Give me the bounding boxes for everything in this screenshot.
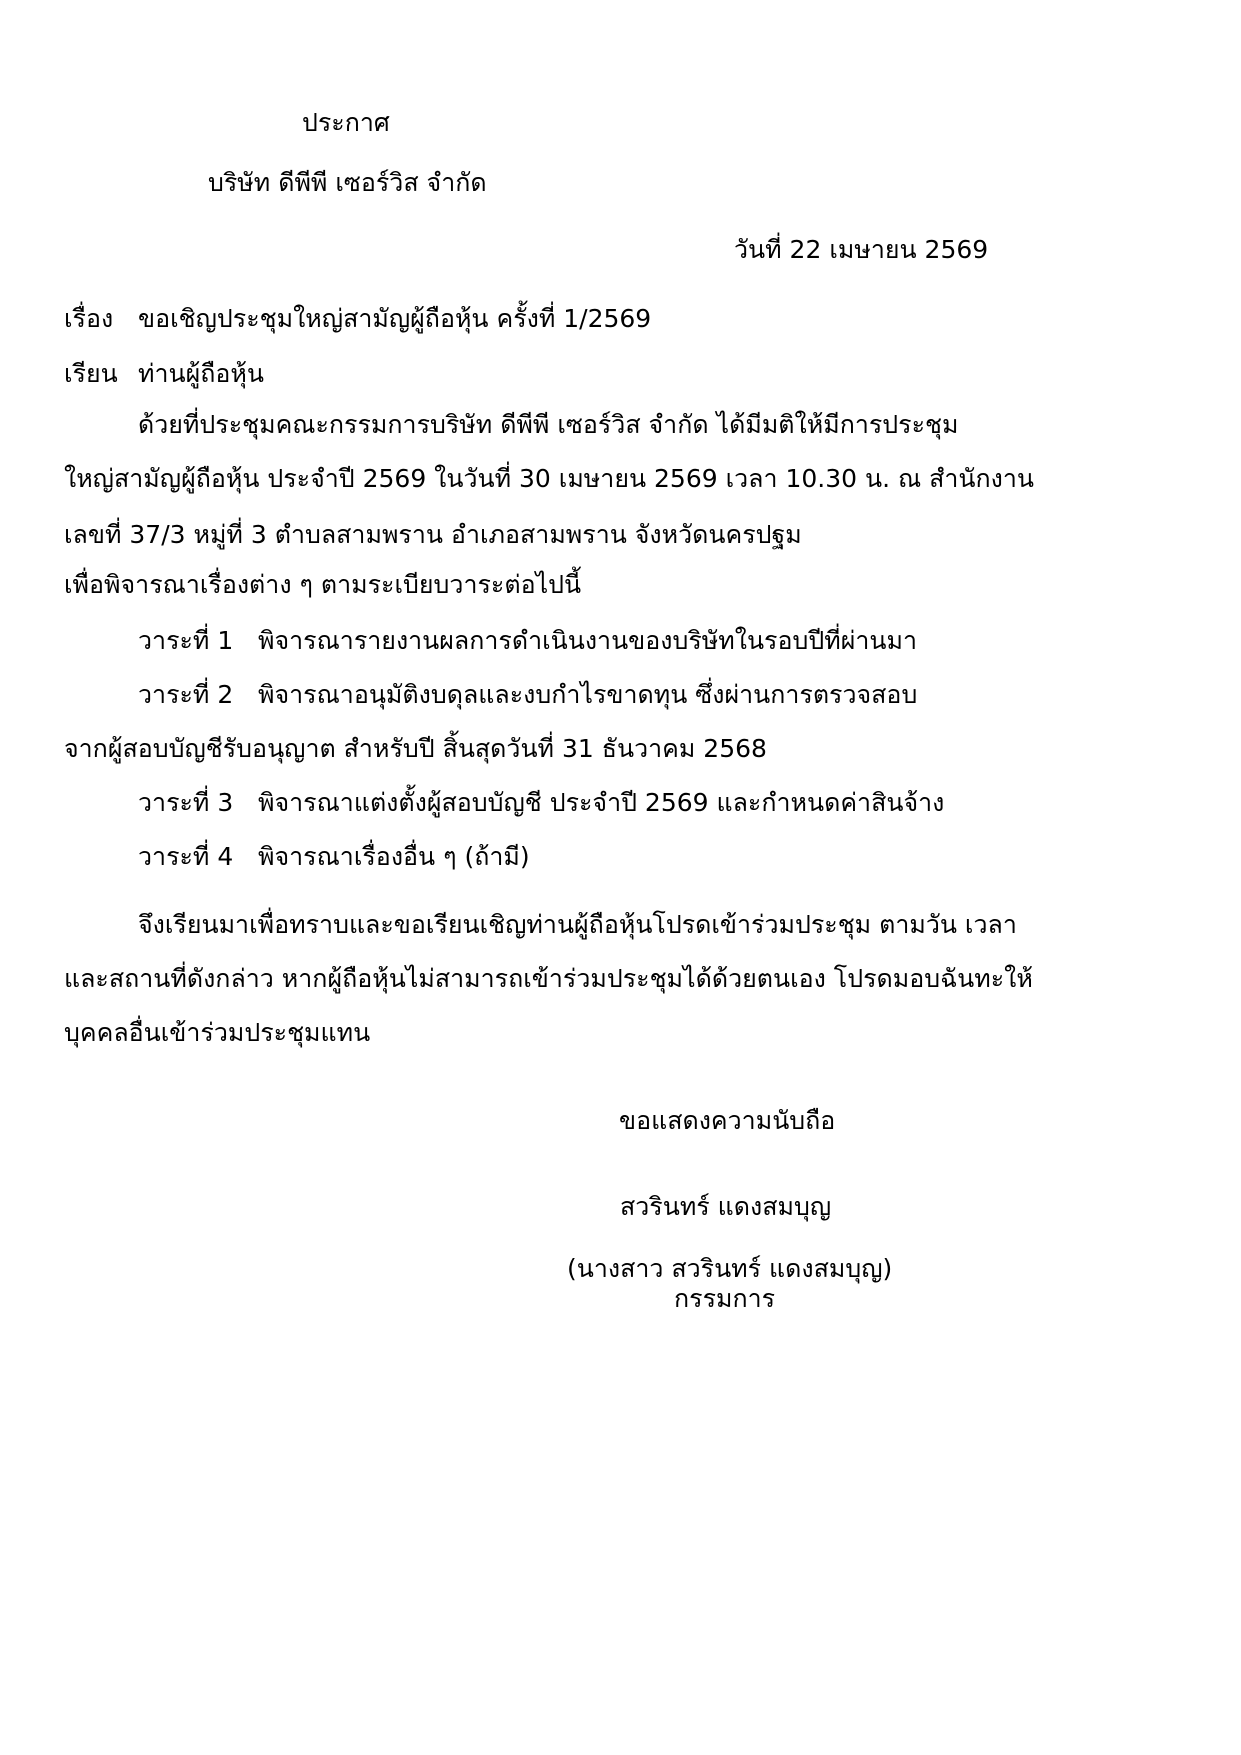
body-line: ใหญ่สามัญผู้ถือหุ้น ประจำปี 2569 ในวันที่ 30 เมษายน 2569 เวลา 10.30 น. ณ สำนักงาน (64, 464, 1034, 493)
body-line: เพื่อพิจารณาเรื่องต่าง ๆ ตามระเบียบวาระต่อไปนี้ (64, 570, 582, 599)
closing-regards: ขอแสดงความนับถือ (619, 1106, 836, 1135)
agenda-text: พิจารณาแต่งตั้งผู้สอบบัญชี ประจำปี 2569 และกำหนดค่าสินจ้าง (258, 788, 945, 817)
body-line: และสถานที่ดังกล่าว หากผู้ถือหุ้นไม่สามารถเข้าร่วมประชุมได้ด้วยตนเอง โปรดมอบฉันทะให้ (64, 964, 1033, 993)
body-line: เลขที่ 37/3 หมู่ที่ 3 ตำบลสามพราน อำเภอสามพราน จังหวัดนครปฐม (64, 520, 802, 549)
agenda-text-continuation: จากผู้สอบบัญชีรับอนุญาต สำหรับปี สิ้นสุดวันที่ 31 ธันวาคม 2568 (64, 734, 767, 763)
announcement-heading: ประกาศ (302, 108, 390, 137)
agenda-label: วาระที่ 2 (138, 680, 234, 709)
signatory-full-name: (นางสาว สวรินทร์ แดงสมบุญ) (567, 1254, 893, 1283)
recipient-label: เรียน (64, 359, 118, 388)
agenda-text: พิจารณาเรื่องอื่น ๆ (ถ้ามี) (258, 842, 530, 871)
body-line: จึงเรียนมาเพื่อทราบและขอเรียนเชิญท่านผู้ถือหุ้นโปรดเข้าร่วมประชุม ตามวัน เวลา (138, 910, 1017, 939)
signature: สวรินทร์ แดงสมบุญ (620, 1192, 832, 1221)
subject-text: ขอเชิญประชุมใหญ่สามัญผู้ถือหุ้น ครั้งที่ 1/2569 (138, 304, 652, 333)
company-name: บริษัท ดีพีพี เซอร์วิส จำกัด (208, 168, 487, 197)
recipient-text: ท่านผู้ถือหุ้น (138, 359, 264, 388)
agenda-label: วาระที่ 3 (138, 788, 234, 817)
body-line: ด้วยที่ประชุมคณะกรรมการบริษัท ดีพีพี เซอร์วิส จำกัด ได้มีมติให้มีการประชุม (138, 410, 959, 439)
agenda-label: วาระที่ 4 (138, 842, 234, 871)
agenda-label: วาระที่ 1 (138, 626, 234, 655)
subject-label: เรื่อง (64, 304, 114, 333)
agenda-text: พิจารณาอนุมัติงบดุลและงบกำไรขาดทุน ซึ่งผ่านการตรวจสอบ (258, 680, 918, 709)
announcement-date: วันที่ 22 เมษายน 2569 (734, 235, 989, 264)
agenda-text: พิจารณารายงานผลการดำเนินงานของบริษัทในรอบปีที่ผ่านมา (258, 626, 917, 655)
signatory-position: กรรมการ (674, 1284, 776, 1313)
body-line: บุคคลอื่นเข้าร่วมประชุมแทน (64, 1018, 371, 1047)
